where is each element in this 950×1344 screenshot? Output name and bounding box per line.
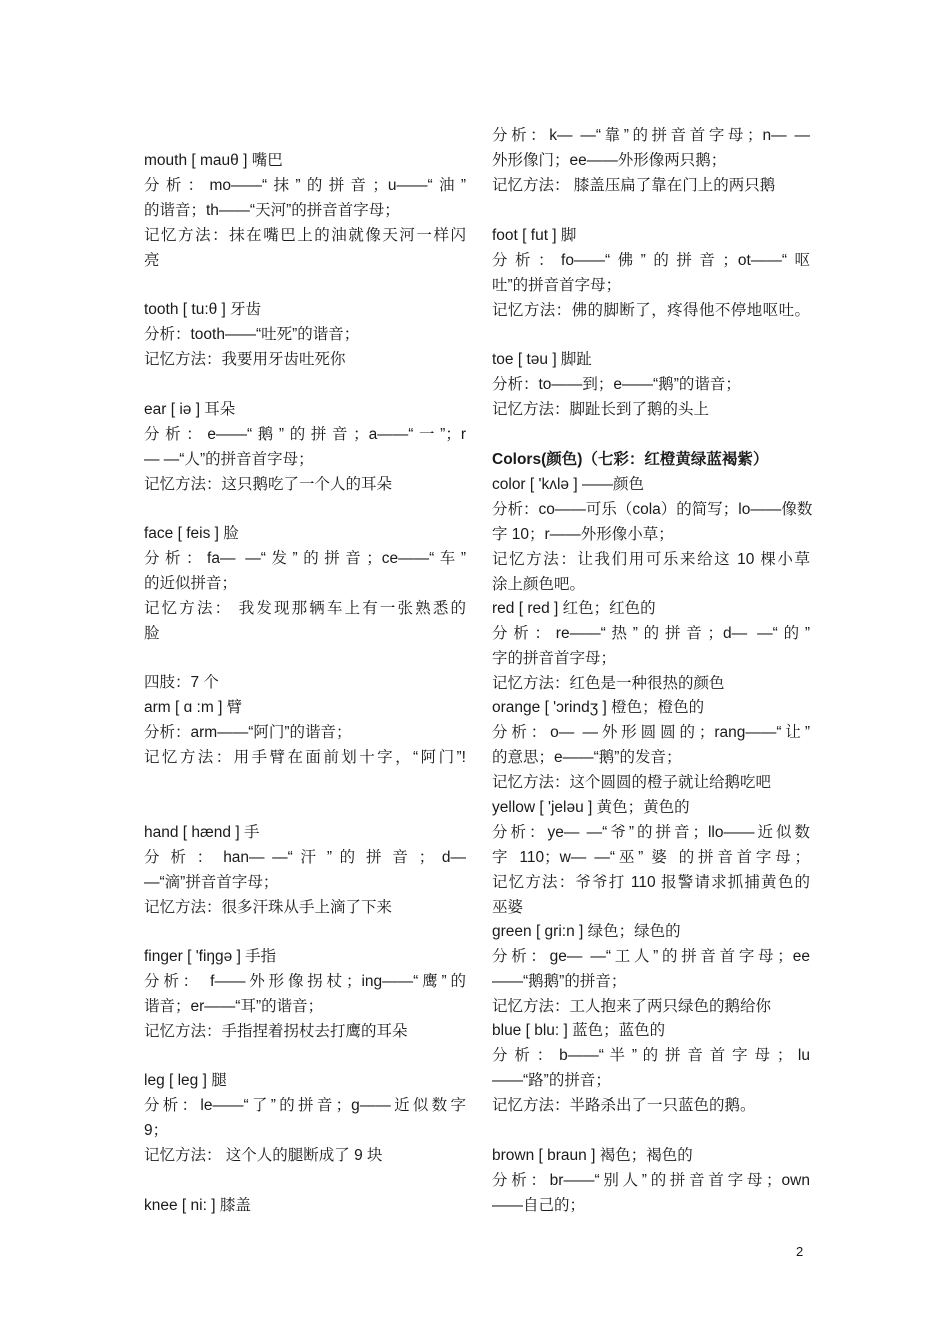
text-line: 分析：ge— —“工人”的拼音首字母；ee [492,948,810,965]
entry-mouth-heading: mouth [ mauθ ] 嘴巴 [144,152,283,169]
text-line: 分 析 ： han— —“ 汗 ” 的 拼 音 ； d— [144,849,466,866]
text-line: 分析： f——外形像拐杖；ing——“鹰”的 [144,973,466,990]
text-line: ——“鹅鹅”的拼音； [492,973,627,990]
entry-knee-heading: knee [ ni: ] 膝盖 [144,1197,251,1214]
entry-green-heading: green [ gri:n ] 绿色；绿色的 [492,923,681,940]
text-line: 分析：o— —外形圆圆的；rang——“让” [492,724,810,741]
text-line: — —“人”的拼音首字母； [144,451,314,468]
text-line: 记忆方法：这只鹅吃了一个人的耳朵 [144,476,393,493]
text-line: 分 析 ： b——“ 半 ” 的 拼 音 首 字 母 ； lu [492,1047,810,1064]
text-line: 9； [144,1122,169,1139]
text-line: ——“路”的拼音； [492,1072,611,1089]
text-line: 分析：co——可乐（cola）的简写；lo——像数 [492,501,813,518]
text-line: ——自己的； [492,1197,586,1214]
text-line: 字 110；w— —“巫” 婆 的拼音首字母； [492,849,810,866]
text-line: 记忆方法：工人抱来了两只绿色的鹅给你 [492,998,772,1015]
entry-hand-heading: hand [ hænd ] 手 [144,824,260,841]
text-line: 涂上颜色吧。 [492,576,586,593]
text-line: 分析：e——“鹅”的拼音；a——“一”；r [144,426,466,443]
entry-ear-heading: ear [ iə ] 耳朵 [144,401,236,418]
text-line: 记忆方法： 我发现那辆车上有一张熟悉的 [144,600,466,617]
text-line: 巫婆 [492,899,524,916]
section-limbs-heading: 四肢：7 个 [144,674,219,691]
text-line: 分析：ye— —“爷”的拼音；llo——近似数 [492,824,810,841]
text-line: 记忆方法：红色是一种很热的颜色 [492,675,725,692]
text-line: 记忆方法：让我们用可乐来给这 10 棵小草 [492,551,810,568]
entry-finger-heading: finger [ 'fiŋgə ] 手指 [144,948,277,965]
entry-yellow-heading: yellow [ 'jeləu ] 黄色；黄色的 [492,799,690,816]
text-line: 分析：arm——“阿门”的谐音； [144,724,352,741]
text-line: 亮 [144,252,160,269]
text-line: 记忆方法：半路杀出了一只蓝色的鹅。 [492,1097,756,1114]
entry-tooth-heading: tooth [ tu:θ ] 牙齿 [144,301,262,318]
text-line: 分析：tooth——“吐死”的谐音； [144,326,360,343]
page-number: 2 [796,1244,804,1259]
entry-foot-heading: foot [ fut ] 脚 [492,227,577,244]
text-line: 记忆方法： 膝盖压扁了靠在门上的两只鹅 [492,177,776,194]
text-line: 吐”的拼音首字母； [492,277,622,294]
text-line: 记忆方法： 这个人的腿断成了 9 块 [144,1147,383,1164]
section-colors-heading: Colors(颜色)（七彩：红橙黄绿蓝褐紫） [492,451,769,468]
text-line: —“滴”拼音首字母； [144,874,279,891]
text-line: 分析：fo——“佛”的拼音；ot——“呕 [492,252,810,269]
text-line: 分析：mo——“抹”的拼音；u——“油” [144,177,466,194]
text-line: 的谐音；th——“天河”的拼音首字母； [144,202,400,219]
text-line: 字的拼音首字母； [492,650,617,667]
text-line: 分析：to——到；e——“鹅”的谐音； [492,376,741,393]
entry-blue-heading: blue [ blu: ] 蓝色；蓝色的 [492,1022,666,1039]
entry-leg-heading: leg [ leg ] 腿 [144,1072,227,1089]
entry-brown-heading: brown [ braun ] 褐色；褐色的 [492,1147,693,1164]
text-line: 记忆方法：脚趾长到了鹅的头上 [492,401,710,418]
entry-color-heading: color [ 'kʌlə ] ——颜色 [492,476,644,493]
text-line: 记忆方法：抹在嘴巴上的油就像天河一样闪 [144,227,466,244]
text-line: 记忆方法：这个圆圆的橙子就让给鹅吃吧 [492,774,772,791]
text-line: 记忆方法：佛的脚断了，疼得他不停地呕吐。 [492,302,810,319]
text-line: 的意思；e——“鹅”的发音； [492,749,682,766]
text-line: 分析：le——“了”的拼音；g——近似数字 [144,1097,466,1114]
text-line: 分析：br——“别人”的拼音首字母；own [492,1172,810,1189]
text-line: 记忆方法：很多汗珠从手上滴了下来 [144,899,393,916]
text-line: 分析：fa— —“发”的拼音；ce——“车” [144,550,466,567]
text-line: 外形像门；ee——外形像两只鹅； [492,152,727,169]
entry-face-heading: face [ feis ] 脸 [144,525,239,542]
text-line: 记忆方法：用手臂在面前划十字，“阿门”! [144,749,466,766]
text-line: 记忆方法：手指捏着拐杖去打鹰的耳朵 [144,1023,408,1040]
entry-orange-heading: orange [ 'ɔrindʒ ] 橙色；橙色的 [492,699,705,716]
text-line: 字 10；r——外形像小草； [492,526,674,543]
text-line: 谐音；er——“耳”的谐音； [144,998,324,1015]
text-line: 的近似拼音； [144,575,238,592]
entry-toe-heading: toe [ təu ] 脚趾 [492,351,592,368]
text-line: 脸 [144,625,160,642]
text-line: 分析：k— —“靠”的拼音首字母；n— — [492,127,810,144]
text-line: 分析：re——“热”的拼音；d— —“的” [492,625,810,642]
entry-arm-heading: arm [ ɑ :m ] 臂 [144,699,243,716]
entry-red-heading: red [ red ] 红色；红色的 [492,600,656,617]
text-line: 记忆方法：我要用牙齿吐死你 [144,351,346,368]
text-line: 记忆方法：爷爷打 110 报警请求抓捕黄色的 [492,874,810,891]
